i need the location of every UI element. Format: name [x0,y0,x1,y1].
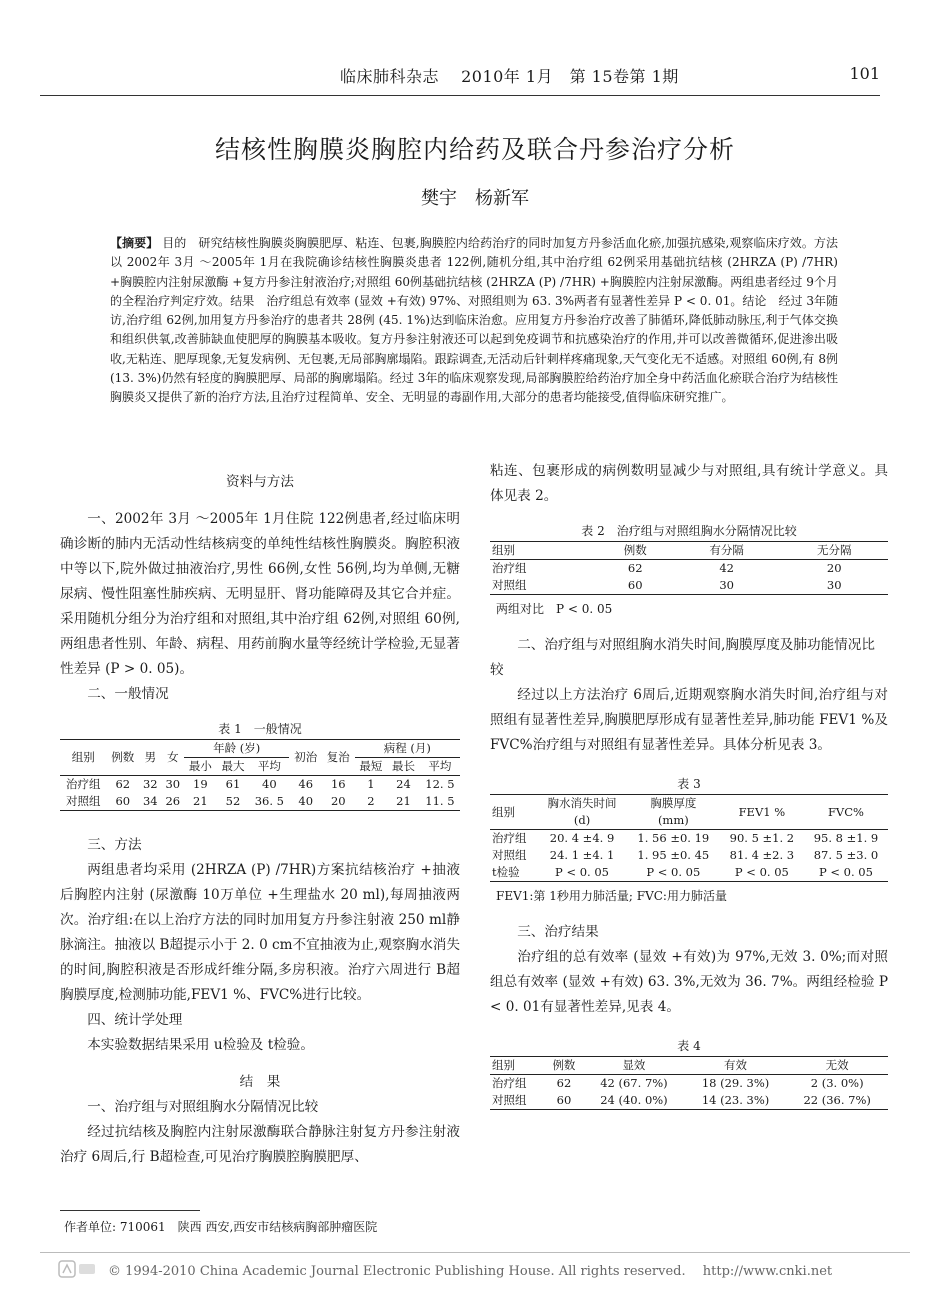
t4-header: 有效 [724,1058,748,1072]
table-cell: 11. 5 [425,794,455,808]
table-cell: 81. 4 ±2. 3 [729,848,795,862]
t1-header: 初治 [294,750,318,764]
table-cell: 87. 5 ±3. 0 [813,848,879,862]
table-3-grid [490,794,888,882]
t1-header: 最长 [391,759,415,773]
table-4-grid [490,1056,888,1110]
t1-header: 最短 [359,759,383,773]
right-column [490,459,888,1110]
table-cell: 18 (29. 3%) [701,1076,770,1090]
t2-header: 无分隔 [816,543,852,557]
paragraph-statistics: 本实验数据结果采用 u检验及 t检验。 [87,1037,314,1053]
table-row [490,830,888,848]
table-cell: 20 [826,561,842,575]
table-cell: 对照组 [492,578,527,592]
t3-header-thickness: 胸膜厚度 [650,796,697,810]
table-cell: 16 [330,777,346,791]
journal-info: 临床肺科杂志 2010年 1月 第 15卷第 1期 [340,67,679,86]
table-cell: 22 (36. 7%) [803,1093,871,1107]
table-cell: 36. 5 [254,794,284,808]
table-cell: P < 0. 05 [555,865,609,879]
table-cell: 62 [627,561,643,575]
table-2-note: 两组对比 P < 0. 05 [496,602,613,616]
paragraph-outcome: 治疗组的总有效率 (显效 +有效)为 97%,无效 3. 0%;而对照组总有效率 (显效 +有效) 63. 3%,无效为 36. 7%。两组经检验 P < 0. 01有显著性差异,见表 4。 [490,949,888,1015]
running-header [40,64,880,90]
table-row [490,864,888,882]
table-cell: 治疗组 [65,777,101,791]
t3-header: FVC% [827,804,864,819]
table-cell: t检验 [492,865,520,879]
subheading-septation: 一、治疗组与对照组胸水分隔情况比较 [87,1099,319,1115]
t3-header: 组别 [492,804,515,819]
t1-header: 最大 [221,759,245,773]
table-cell: 60 [115,794,131,808]
article-title: 结核性胸膜炎胸腔内给药及联合丹参治疗分析 [214,135,735,164]
table-cell: 治疗组 [492,1076,527,1090]
table-3 [490,776,888,906]
t2-header: 例数 [623,543,647,557]
authors: 樊宇 杨新军 [421,188,529,209]
t1-header: 年龄 (岁) [184,740,289,758]
table-cell: 30 [719,578,734,592]
table-cell: 对照组 [492,1093,527,1107]
table-cell: 40 [262,777,277,791]
table-cell: 12. 5 [425,777,455,791]
t1-header: 男 [144,750,157,764]
abstract [110,234,850,408]
t1-header: 复治 [326,750,350,764]
table-cell: 60 [556,1093,572,1107]
t1-header: 女 [167,750,179,764]
t3-header: FEV1 % [738,804,786,819]
table-3-note: FEV1:第 1秒用力肺活量; FVC:用力肺活量 [496,889,727,903]
table-cell: 42 [719,561,734,575]
table-cell: 1 [367,777,375,791]
table-cell: 2 [367,794,375,808]
t3-header-thickness-unit: (mm) [657,813,689,827]
table-cell: 60 [627,578,643,592]
table-cell: 21 [193,794,208,808]
table-cell: 30 [826,578,842,592]
table-cell: P < 0. 05 [734,865,789,879]
paragraph-continued: 粘连、包裹形成的病例数明显减少与对照组,具有统计学意义。具体见表 2。 [490,463,888,504]
publisher-logo-icon [58,1258,98,1280]
table-1-grid [60,739,460,811]
table-row [490,560,888,578]
t1-header: 平均 [257,759,281,773]
section-heading-results: 结 果 [239,1074,281,1090]
paragraph-septation: 经过抗结核及胸腔内注射尿激酶联合静脉注射复方丹参注射液治疗 6周后,行 B超检查,可见治疗胸膜腔胸膜肥厚、 [60,1124,460,1165]
table-cell: 30 [165,777,181,791]
table-cell: 对照组 [492,848,527,862]
abstract-text: 目的 研究结核性胸膜炎胸膜肥厚、粘连、包裹,胸膜腔内给药治疗的同时加复方丹参活血化瘀,加强抗感染,观察临床疗效。方法 以 2002年 3月 ～2005年 1月在我院确诊结核性胸膜炎患者 122例,随机分组,其中治疗组 62例采用基础抗结核 (2HRZA (P) /7HR) +胸膜腔内注射尿激酶 +复方丹参注射液治疗;对照组 60例基础抗结核 (2HRZA (P) /7HR) +胸膜腔内注射尿激酶。两组患者经过 9个月的全程治疗判定疗效。结果 治疗组总有效率 (显效 +有效) 97%、对照组则为 63. 3%两者有显著性差异 P < 0. 01。结论 经过 3年随访,治疗组 62例,加用复方丹参治疗的患者共 28例 (45. 1%)达到临床治愈。应用复方丹参治疗改善了肺循环,降低肺动脉压,利于气体交换和组织供氧,改善肺缺血使肥厚的胸膜基本吸收。复方丹参注射液还可以起到免疫调节和抗感染治疗的作用,并可以改善微循环,促进渗出吸收,无粘连、肥厚现象,无复发病例、无包裹,无局部胸廓塌陷。跟踪调查,无活动后针刺样疼痛现象,天气变化无不适感。对照组 60例,有 8例 (13. 3%)仍然有轻度的胸膜肥厚、局部的胸廓塌陷。经过 3年的临床观察发现,局部胸膜腔给药治疗加全身中药活血化瘀联合治疗为结核性胸膜炎又提供了新的治疗方法,且治疗过程简单、安全、无明显的毒副作用,大部分的患者均能接受,值得临床研究推广。 [110,236,850,405]
table-3-caption: 表 3 [677,777,701,791]
table-cell: 19 [193,777,208,791]
table-cell: 24 (40. 0%) [600,1093,668,1107]
copyright-notice: © 1994-2010 China Academic Journal Electronic Publishing House. All rights reserved. http://www.cnki.net [108,1264,833,1279]
table-cell: 26 [165,794,181,808]
t3-header-time-unit: (d) [573,813,591,827]
t1-header: 例数 [111,750,135,764]
t1-header: 最小 [188,759,212,773]
header-rule [40,95,880,96]
table-4 [490,1038,888,1110]
table-2-caption: 表 2 治疗组与对照组胸水分隔情况比较 [581,524,797,538]
section-heading-materials: 资料与方法 [226,474,294,490]
subheading-outcome: 三、治疗结果 [517,924,599,940]
t1-header: 组别 [71,750,95,764]
table-cell: 1. 95 ±0. 45 [637,848,710,862]
table-2-grid [490,541,888,595]
table-row [490,577,888,595]
table-row [490,847,888,864]
abstract-label: 【摘要】 [110,236,159,250]
t2-header: 有分隔 [709,543,744,557]
subheading-methods: 三、方法 [87,837,142,853]
footnote-rule [60,1210,200,1211]
t4-header: 显效 [622,1058,646,1072]
table-cell: 90. 5 ±1. 2 [729,831,795,845]
table-row [490,1075,888,1093]
table-cell: 24. 1 ±4. 1 [549,848,615,862]
table-cell: 62 [115,777,131,791]
table-cell: 46 [298,777,314,791]
table-cell: P < 0. 05 [818,865,873,879]
table-cell: 21 [396,794,411,808]
t4-header: 组别 [492,1058,515,1072]
t4-header: 例数 [552,1058,576,1072]
t2-header: 组别 [492,543,515,557]
t3-header [537,795,627,830]
table-4-caption: 表 4 [677,1039,701,1053]
t3-header-time: 胸水消失时间 [547,796,617,810]
t3-header [627,795,720,830]
table-cell: 34 [142,794,158,808]
table-cell: 治疗组 [492,561,527,575]
t1-header: 病程 (月) [355,740,460,758]
table-cell: 20. 4 ±4. 9 [549,831,615,845]
table-cell: 2 (3. 0%) [810,1076,864,1090]
logo-icon [58,1258,98,1280]
t1-header: 平均 [428,759,452,773]
table-cell: 95. 8 ±1. 9 [813,831,879,845]
table-cell: 62 [556,1076,572,1090]
table-cell: P < 0. 05 [646,865,701,879]
table-1-caption: 表 1 一般情况 [218,722,302,736]
t4-header: 无效 [825,1058,849,1072]
table-cell: 20 [330,794,346,808]
subheading-statistics: 四、统计学处理 [87,1012,183,1028]
subheading-effusion: 二、治疗组与对照组胸水消失时间,胸膜厚度及肺功能情况比较 [490,637,875,678]
table-row [60,793,460,811]
table-cell: 治疗组 [492,831,527,845]
table-cell: 14 (23. 3%) [701,1093,770,1107]
paragraph-effusion: 经过以上方法治疗 6周后,近期观察胸水消失时间,治疗组与对照组有显著性差异,胸膜肥厚形成有显著性差异,肺功能 FEV1 %及 FVC%治疗组与对照组有显著性差异。具体分析见表 3。 [490,687,888,753]
table-cell: 61 [225,777,241,791]
subheading-general: 二、一般情况 [87,686,169,702]
left-column [60,470,460,1170]
table-cell: 1. 56 ±0. 19 [637,831,710,845]
table-cell: 24 [396,777,411,791]
paragraph-methods: 两组患者均采用 (2HRZA (P) /7HR)方案抗结核治疗 +抽液后胸腔内注射 (尿激酶 10万单位 +生理盐水 20 ml),每周抽液两次。治疗组:在以上治疗方法的同时加用复方丹参注射液 250 ml静脉滴注。抽液以 B超提示小于 2. 0 cm不宜抽液为止,观察胸水消失的时间,胸腔积液是否形成纤维分隔,多房积液。治疗六周进行 B超胸膜厚度,检测肺功能,FEV1 %、FVC%进行比较。 [60,862,460,1003]
paragraph-patients: 一、2002年 3月 ～2005年 1月住院 122例患者,经过临床明确诊断的肺内无活动性结核病变的单纯性结核性胸膜炎。胸腔积液中等以下,院外做过抽液治疗,男性 66例,女性 56例,均为单侧,无糖尿病、慢性阻塞性肺疾病、无明显肝、肾功能障碍及其它合并症。采用随机分组分为治疗组和对照组,其中治疗组 62例,对照组 60例,两组患者性别、年龄、病程、用药前胸水量等经统计学检验,无显著性差异 (P > 0. 05)。 [60,511,460,677]
page-number: 101 [849,64,880,83]
table-cell: 52 [225,794,241,808]
table-row [60,776,460,794]
table-cell: 对照组 [65,794,101,808]
table-1 [60,721,460,811]
table-cell: 42 (67. 7%) [600,1076,668,1090]
table-2 [490,523,888,619]
author-affiliation: 作者单位: 710061 陕西 西安,西安市结核病胸部肿瘤医院 [64,1220,378,1234]
table-cell: 40 [298,794,314,808]
table-cell: 32 [142,777,158,791]
table-row [490,1092,888,1110]
footer-rule [40,1252,910,1253]
